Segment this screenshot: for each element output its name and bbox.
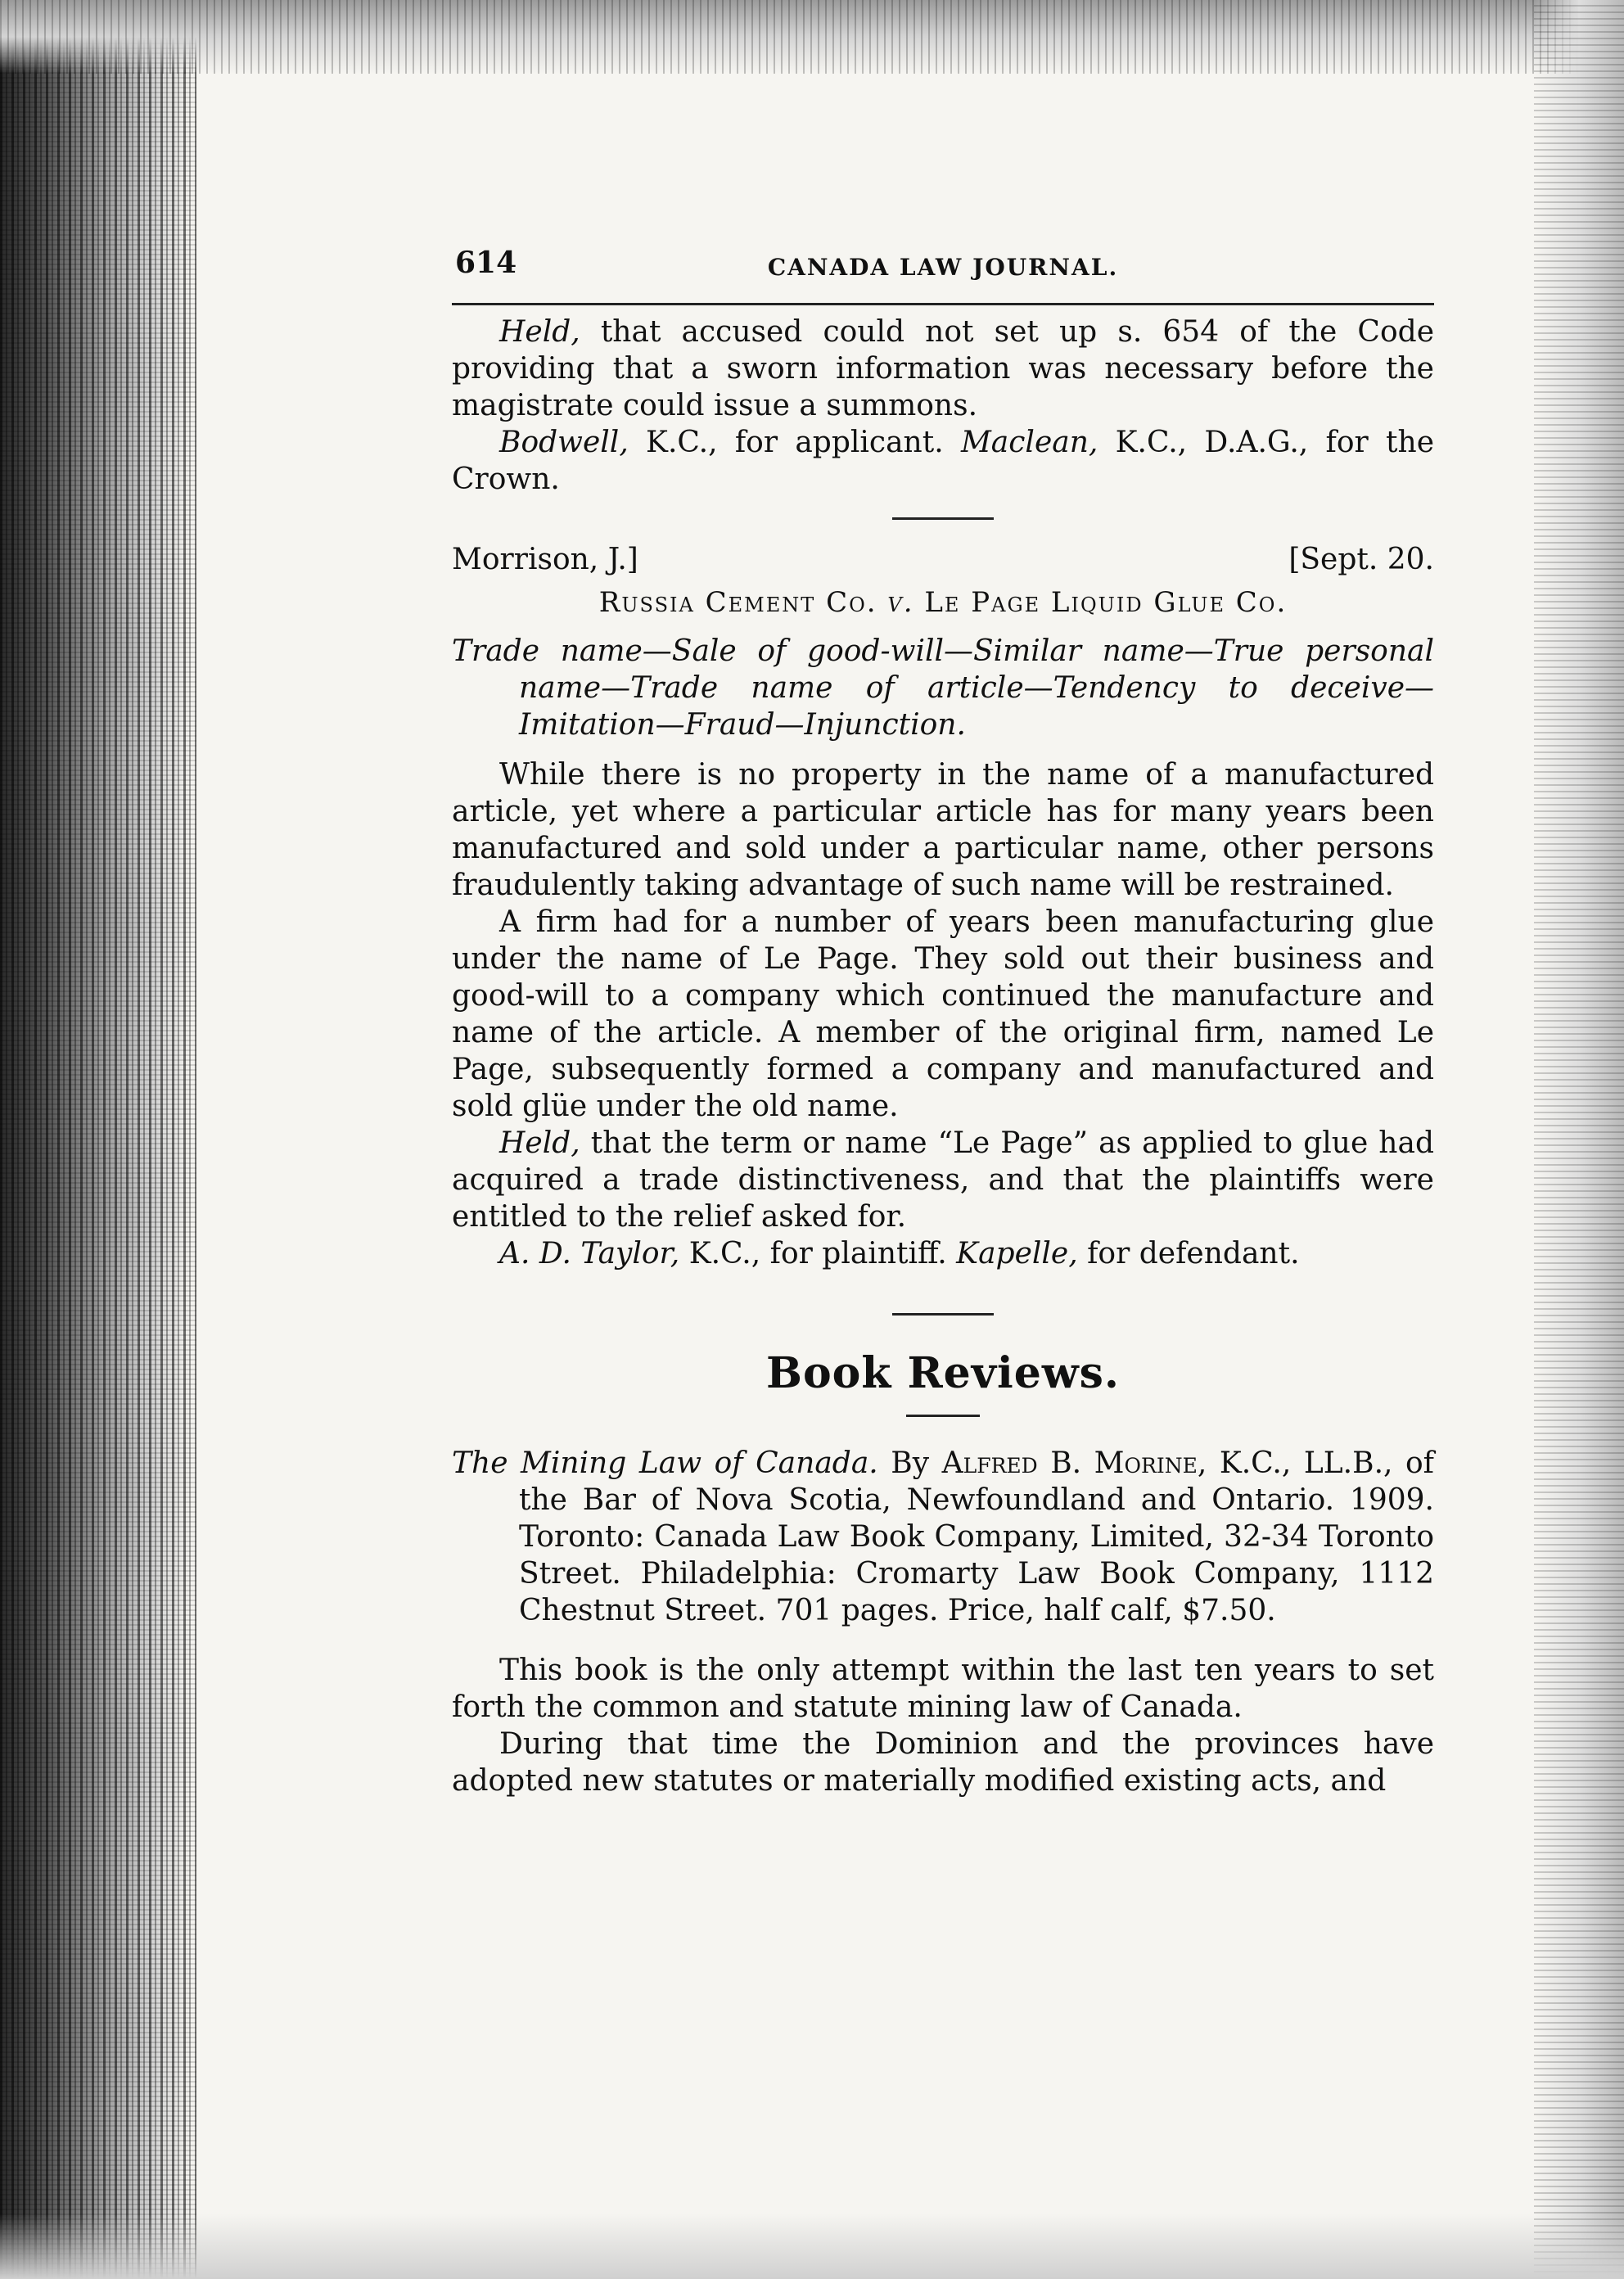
case-title-plaintiff: Russia Cement Co. [598,586,888,619]
held-paragraph [452,1125,1434,1235]
counsel-text: K.C., D.A.G., for the Crown. [452,426,1434,496]
scan-edge-bottom [0,2214,1624,2279]
decision-date: [Sept. 20. [1288,543,1434,576]
running-head [452,246,1434,295]
section-heading: Book Reviews. [766,1348,1120,1398]
by-label: By [877,1446,942,1480]
counsel-line [452,1235,1434,1272]
counsel-name: Bodwell, [499,426,629,459]
held-text: that the term or name “Le Page” as applied to glue had acquired a trade distinctiveness, and that the plaintiffs were entitled to the relief asked for. [452,1126,1434,1234]
held-paragraph [452,314,1434,424]
page-number: 614 [455,246,517,280]
header-rule [452,303,1434,305]
scan-edge-top [0,0,1624,74]
counsel-name: Kapelle, [956,1237,1078,1270]
counsel-text: K.C., for applicant. [628,426,961,459]
held-text: that accused could not set up s. 654 of the Code providing that a sworn information was necessary before the magistrate could issue a summons. [452,315,1434,422]
case-title-defendant: Le Page Liquid Glue Co. [914,586,1288,619]
scan-edge-left [0,0,196,2279]
catchwords: Trade name—Sale of good-will—Similar name—True personal name—Trade name of article—Tendency to deceive—Imitation—Fraud—Injunction. [452,634,1434,742]
review-paragraph: During that time the Dominion and the provinces have adopted new statutes or materially modified existing acts, and [452,1727,1434,1798]
body-paragraph: A firm had for a number of years been manufacturing glue under the name of Le Page. They sold out their business and good-will to a company which continued the manufacture and name of the article. A member of the original firm, named Le Page, subsequently formed a company and manufactured and sold glüe under the old name. [452,905,1434,1123]
journal-page [452,246,1434,1799]
section-divider [892,517,994,520]
section-divider [892,1313,994,1316]
judge-name: Morrison, J.] [452,543,638,576]
counsel-name: Maclean, [960,426,1098,459]
book-author: Alfred B. Morine, [941,1446,1207,1480]
case-title [452,584,1434,621]
book-title: The Mining Law of Canada. [452,1446,878,1480]
book-review-entry [452,1445,1434,1629]
case-title-versus: v. [887,586,914,619]
court-line [452,541,1434,578]
journal-title: CANADA LAW JOURNAL. [767,254,1119,281]
held-label: Held, [499,315,580,349]
counsel-line [452,424,1434,498]
book-details: K.C., LL.B., of the Bar of Nova Scotia, Newfoundland and Ontario. 1909. Toronto: Canada Law Book Company, Limited, 32-34 Toronto Street. Philadelphia: Cromarty Law Book Company, 1112 Chestnut Street. 701 pages. Price, half calf, $7.50. [519,1446,1434,1627]
held-label: Held, [499,1126,580,1160]
body-paragraph: While there is no property in the name of a manufactured article, yet where a particular article has for many years been manufactured and sold under a particular name, other persons fraudulently taking advantage of such name will be restrained. [452,758,1434,902]
counsel-text: K.C., for plaintiff. [679,1237,957,1270]
counsel-name: A. D. Taylor, [499,1237,680,1270]
heading-rule [906,1415,980,1417]
scan-edge-right [1534,0,1624,2279]
counsel-text: for defendant. [1077,1237,1300,1270]
review-paragraph: This book is the only attempt within the last ten years to set forth the common and statute mining law of Canada. [452,1654,1434,1724]
